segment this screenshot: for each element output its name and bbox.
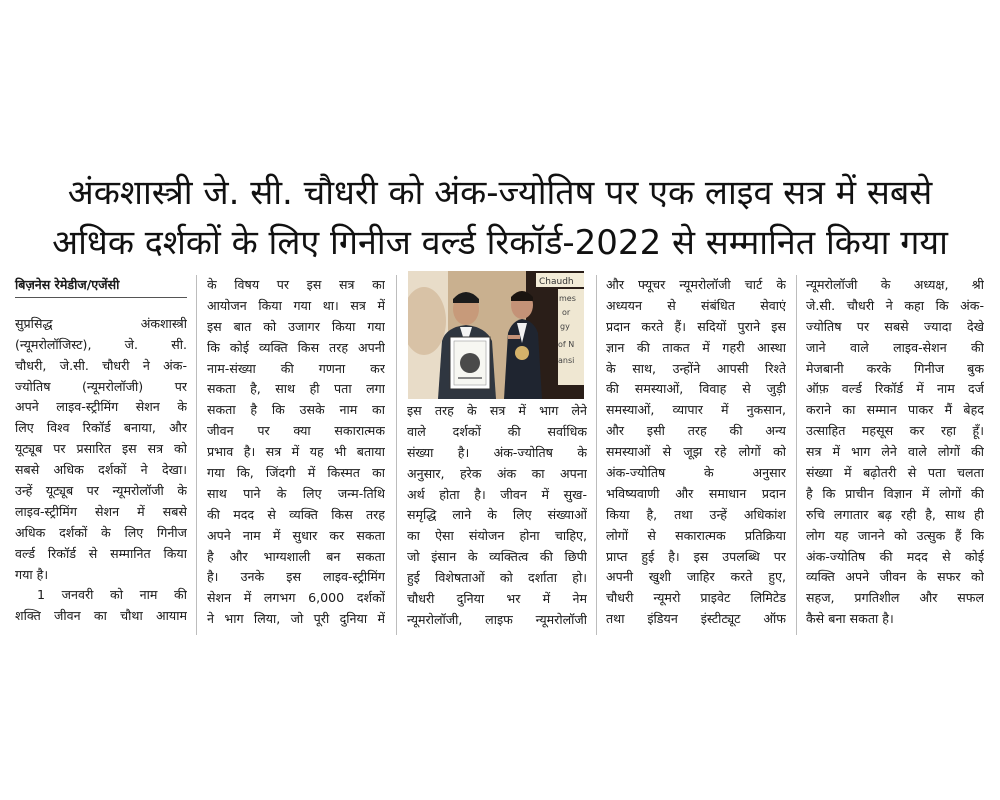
text-line: (न्यूमरोलॉजिस्ट), जे. सी. <box>15 336 187 352</box>
banner-text: ansi <box>558 356 575 365</box>
text-line: जाने वाले लाइव-सेशन की <box>806 339 984 355</box>
text-line: प्राप्त हुई है। इस उपलब्धि पर <box>606 548 786 564</box>
article-column-3 <box>407 401 587 631</box>
article-column-5 <box>806 275 984 630</box>
text-line: गया कि, जिंदगी में किस्मत का <box>207 465 385 481</box>
text-line: ऑफ़ वर्ल्ड रिकॉर्ड में नाम दर्ज <box>806 381 984 397</box>
text-line: इस तरह के सत्र में भाग लेने <box>407 403 587 418</box>
text-line: ज्योतिष (न्यूमरोलॉजी) पर <box>15 378 187 394</box>
text-line: की मदद से व्यक्ति किस तरह <box>207 506 385 522</box>
text-line: जे.सी. चौधरी ने कहा कि अंक- <box>806 297 984 313</box>
banner-text: of N <box>558 340 575 349</box>
text-line: 1 जनवरी को नाम की <box>37 587 187 603</box>
banner-text-top: Chaudh <box>539 277 574 287</box>
text-line: सबसे अधिक दर्शकों ने देखा। <box>15 462 187 478</box>
text-line: लाइव-स्ट्रीमिंग सेशन में सबसे <box>15 503 187 519</box>
text-line: है कि प्राचीन विज्ञान में लोगों की <box>806 485 984 501</box>
text-line: कैसे बना सकता है। <box>806 611 894 627</box>
column-divider <box>596 275 597 635</box>
text-line: समस्याओं से जूझ रहे लोगों को <box>606 444 786 460</box>
text-line: लोगों से सकारात्मक प्रतिक्रिया <box>606 527 786 543</box>
text-line: चौधरी दुनिया भर में नेम <box>407 591 587 607</box>
text-line: वर्ल्ड रिकॉर्ड से सम्मानित किया <box>15 545 187 561</box>
text-line: अध्ययन से संबंधित सेवाएं <box>606 297 786 313</box>
text-line: कराने का सम्मान पाकर मैं बेहद <box>806 402 984 418</box>
text-line: नाम-संख्या की गणना कर <box>207 360 385 376</box>
article-column-4 <box>606 275 786 630</box>
banner-text: or <box>562 308 571 317</box>
text-line: शक्ति जीवन का चौथा आयाम <box>15 608 187 624</box>
text-line: है। उनके इस लाइव-स्ट्रीमिंग <box>207 569 385 585</box>
text-line: के विषय पर इस सत्र का <box>207 277 385 292</box>
text-line: और इसी तरह की अन्य <box>606 423 786 439</box>
text-line: लोग यह जानने को उत्सुक हैं कि <box>806 527 984 543</box>
text-line: ज्ञान की ताकत में गहरी आस्था <box>606 339 786 355</box>
text-line: गया है। <box>15 566 49 582</box>
text-line: यूट्यूब पर प्रसारित इस सत्र को <box>15 441 187 457</box>
text-line: उन्हें यूट्यूब पर न्यूमरोलॉजी के <box>15 483 187 499</box>
text-line: अपने नाम में सुधार कर सकता <box>207 527 385 543</box>
text-line: मेजबानी करके गिनीज बुक <box>806 360 984 376</box>
column-divider <box>396 275 397 635</box>
text-line: साथ पाने के लिए जन्म-तिथि <box>207 485 385 501</box>
text-line: तथा इंडियन इंस्टीट्यूट ऑफ <box>606 611 786 627</box>
banner-text: gy <box>560 322 570 331</box>
text-line: के साथ, उन्होंने आपसी रिश्ते <box>606 360 786 376</box>
headline-line-2: अधिक दर्शकों के लिए गिनीज वर्ल्ड रिकॉर्ड-2022 से सम्मानित किया गया <box>52 223 948 263</box>
text-line: की समस्याओं, विवाह से जुड़ी <box>606 381 786 397</box>
text-line: सत्र में भाग लेने वाले लोगों की <box>806 444 984 460</box>
text-line: सहज, प्रगतिशील और सफल <box>806 590 984 606</box>
column-divider <box>196 275 197 635</box>
text-line: प्रभाव है। सत्र में यह भी बताया <box>207 444 385 460</box>
text-line: जो इंसान के व्यक्तित्व की छिपी <box>407 549 587 565</box>
award-photo-illustration <box>408 271 584 399</box>
text-line: अपनी खुशी जाहिर करते हुए, <box>606 569 786 585</box>
article-column-2 <box>207 275 385 630</box>
text-line: अनुसार, हरेक अंक का अपना <box>407 465 587 481</box>
text-line: ज्योतिष पर सबसे ज्यादा देखे <box>806 318 984 334</box>
text-line: कि कोई व्यक्ति किस तरह अपनी <box>207 339 385 355</box>
text-line: न्यूमरोलॉजी, लाइफ न्यूमरोलॉजी <box>407 611 587 627</box>
text-line: समृद्धि लाने के लिए संख्याओं <box>407 507 587 523</box>
text-line: है और भाग्यशाली बन सकता <box>207 548 385 564</box>
text-line: रुचि लगातार बढ़ रही है, साथ ही <box>806 506 984 522</box>
text-line: सकता है कि उसके नाम का <box>207 402 385 418</box>
text-line: इस बात को उजागर किया गया <box>207 318 385 334</box>
column-divider <box>796 275 797 635</box>
text-line: भविष्यवाणी और समाधान प्रदान <box>606 485 786 501</box>
text-line: किया है, तथा उन्हें अधिकांश <box>606 506 786 522</box>
text-line: अपने लाइव-स्ट्रीमिंग सेशन के <box>15 399 187 415</box>
text-line: सेशन में लगभग 6,000 दर्शकों <box>207 590 385 606</box>
text-line: अर्थ होता है। जीवन में सुख- <box>407 486 587 502</box>
text-line: सुप्रसिद्ध अंकशास्त्री <box>15 315 187 331</box>
text-line: व्यक्ति अपने जीवन के सफर को <box>806 569 984 585</box>
byline-rule <box>15 297 187 298</box>
award-photo <box>408 271 584 399</box>
text-line: अधिक दर्शकों के लिए गिनीज <box>15 524 187 540</box>
text-line: हुई विशेषताओं को दर्शाता हो। <box>407 570 587 586</box>
text-line: लिए विश्व रिकॉर्ड बनाया, और <box>15 420 187 436</box>
text-line: जीवन पर क्या सकारात्मक <box>207 423 385 439</box>
byline: बिज़नेस रेमेडीज/एजेंसी <box>15 277 120 292</box>
text-line: और फ्यूचर न्यूमरोलॉजी चार्ट के <box>606 277 786 292</box>
text-line: प्रदान करते हैं। सदियों पुराने इस <box>606 318 786 334</box>
text-line: उत्साहित महसूस कर रहा हूँ। <box>806 423 984 439</box>
text-line: चौधरी, जे.सी. चौधरी ने अंक- <box>15 357 187 373</box>
text-line: संख्या है। अंक-ज्योतिष के <box>407 444 587 460</box>
banner-text: mes <box>559 294 576 303</box>
text-line: न्यूमरोलॉजी के अध्यक्ष, श्री <box>806 277 984 292</box>
text-line: ने भाग लिया, जो पूरी दुनिया में <box>207 611 385 627</box>
article-column-1 <box>15 275 187 627</box>
headline-line-1: अंकशास्त्री जे. सी. चौधरी को अंक-ज्योतिष पर एक लाइव सत्र में सबसे <box>67 173 933 213</box>
text-line: चौधरी न्यूमरो प्राइवेट लिमिटेड <box>606 590 786 606</box>
text-line: आयोजन किया गया था। सत्र में <box>207 297 385 313</box>
text-line: अंक-ज्योतिष के अनुसार <box>606 465 786 481</box>
text-line: अंक-ज्योतिष की मदद से कोई <box>806 548 984 564</box>
text-line: वाले दर्शकों की सर्वाधिक <box>407 423 587 439</box>
text-line: का ऐसा संयोजन होना चाहिए, <box>407 528 587 544</box>
text-line: सकता है, साथ ही पता लगा <box>207 381 385 397</box>
text-line: संख्या में बढ़ोतरी से पता चलता <box>806 465 984 481</box>
text-line: समस्याओं, व्यापार में नुकसान, <box>606 402 786 418</box>
